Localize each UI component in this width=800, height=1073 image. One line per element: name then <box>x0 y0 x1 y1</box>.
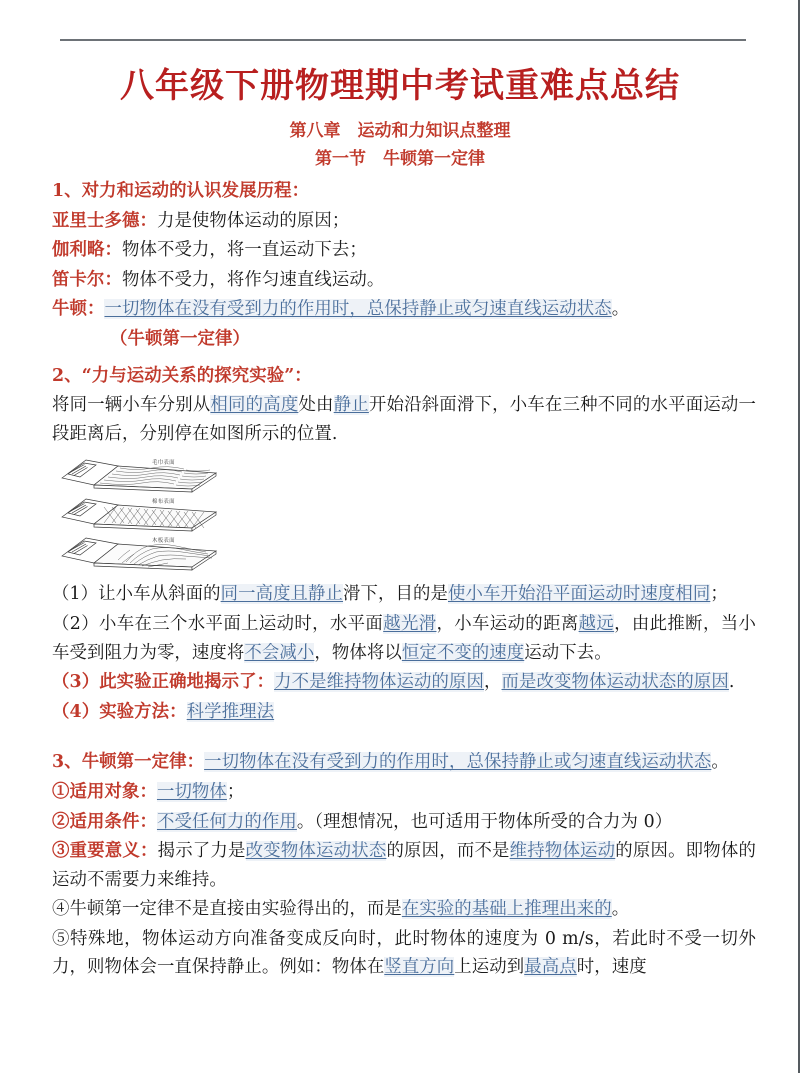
item2-highlight-no-force: 不受任何力的作用 <box>156 811 297 832</box>
item4-part-c: 。 <box>611 899 630 920</box>
item3-label: ③重要意义： <box>52 841 158 862</box>
section2-intro <box>52 391 756 448</box>
point1-highlight-same-speed: 使小车开始沿平面运动时速度相同 <box>447 584 711 605</box>
philosopher-name: 牛顿： <box>52 299 105 320</box>
intro-part-a: 将同一辆小车分别从 <box>52 395 211 416</box>
philosopher-aristotle <box>52 207 756 236</box>
philosopher-claim: 物体不受力，将一直运动下去； <box>121 240 367 261</box>
section2-point-2 <box>52 610 756 667</box>
point-number: （4） <box>52 701 100 722</box>
point2-highlight-farther: 越远 <box>578 613 615 634</box>
philosopher-claim: 物体不受力，将作匀速直线运动。 <box>121 269 385 290</box>
newton-law-note <box>52 325 756 354</box>
point-number: （3） <box>52 672 100 693</box>
figure-row-wood <box>56 532 236 571</box>
item1-part-c: ； <box>226 781 245 802</box>
point2-part-i: 运动下去。 <box>524 642 612 663</box>
intro-highlight-rest: 静止 <box>333 395 369 416</box>
philosopher-name: 伽利略： <box>52 240 122 261</box>
section3-item-3 <box>52 837 756 894</box>
item3-part-d: 的原因，而不是 <box>386 841 510 862</box>
point3-part-c: ， <box>484 672 502 693</box>
intro-part-c: 处由 <box>298 395 334 416</box>
item3-part-b: 揭示了力是 <box>157 841 246 862</box>
point3-part-e: . <box>728 672 735 693</box>
philosopher-name: 笛卡尔： <box>52 269 122 290</box>
item5-part-e: 时，速度 <box>576 957 647 978</box>
section-subtitle: 第一节 牛顿第一定律 <box>315 149 485 169</box>
incline-diagram-wood <box>56 532 236 571</box>
document-body <box>52 177 756 982</box>
item3-part-f: 的原因。即物体的运动不需要力来维持。 <box>52 841 756 890</box>
item3-highlight-change-state: 改变物体运动状态 <box>245 841 387 862</box>
section3-heading-period: 。 <box>711 752 729 773</box>
newton-law-statement: 一切物体在没有受到力的作用时，总保持静止或匀速直线运动状态 <box>104 299 612 320</box>
point2-part-g: ，物体将以 <box>314 642 402 663</box>
figure-row-cotton <box>56 493 236 532</box>
point-number: （1） <box>52 584 99 605</box>
point2-highlight-smoother: 越光滑 <box>383 613 437 634</box>
intro-highlight-same-height: 相同的高度 <box>210 395 299 416</box>
newton-law-note-text: （牛顿第一定律） <box>110 328 250 349</box>
point4-part-a: 实验方法： <box>99 701 187 722</box>
point3-highlight-change-state: 而是改变物体运动状态的原因 <box>501 672 729 693</box>
section2-point-4 <box>52 698 756 727</box>
chapter-subtitle: 第八章 运动和力知识点整理 <box>289 121 511 141</box>
section3-heading-label: 3、牛顿第一定律： <box>52 752 205 773</box>
section3-item-4 <box>52 895 756 924</box>
philosopher-galileo <box>52 236 756 265</box>
section2-point-3 <box>52 668 756 697</box>
incline-diagram-cotton <box>56 493 236 532</box>
figure-label-cotton: 棉布表面 <box>152 499 175 506</box>
point2-highlight-no-decrease: 不会减小 <box>244 642 315 663</box>
newton-law-period: 。 <box>611 299 630 320</box>
figure-label-towel: 毛巾表面 <box>152 460 175 467</box>
figure-row-towel <box>56 454 236 493</box>
point-number: （2） <box>52 613 99 634</box>
section2-point-1 <box>52 580 756 609</box>
point1-part-c: 滑下，目的是 <box>343 584 448 605</box>
item2-label: ②适用条件： <box>52 811 157 832</box>
item2-part-c: 。（理想情况，也可适用于物体所受的合力为 0） <box>296 811 673 832</box>
item4-part-a: ④牛顿第一定律不是直接由实验得出的，而是 <box>52 899 402 920</box>
document-title: 八年级下册物理期中考试重难点总结 <box>120 66 680 106</box>
item5-part-c: 上运动到 <box>454 957 525 978</box>
philosopher-newton <box>52 295 756 324</box>
section3-item-5 <box>52 925 756 982</box>
figure-label-wood: 木板表面 <box>152 538 175 545</box>
item4-highlight-inferred: 在实验的基础上推理出来的 <box>401 899 612 920</box>
point1-part-e: ； <box>710 584 728 605</box>
point2-highlight-constant-speed: 恒定不变的速度 <box>401 642 525 663</box>
section3-item-2 <box>52 808 756 837</box>
item1-label: ①适用对象： <box>52 781 157 802</box>
philosopher-claim: 力是使物体运动的原因； <box>156 210 350 231</box>
point4-highlight-method: 科学推理法 <box>186 701 275 722</box>
section3-item-1 <box>52 778 756 807</box>
intro-part-e: 开始沿斜面滑下，小车在三种不同的水平面运动一段距离后，分别停在如图所示的位置. <box>52 395 757 444</box>
header-rule <box>60 39 746 41</box>
section2-heading <box>52 362 756 391</box>
point1-highlight-same-height-rest: 同一高度且静止 <box>220 584 344 605</box>
point2-part-a: 小车在三个水平面上运动时，水平面 <box>98 613 384 634</box>
philosopher-descartes <box>52 266 756 295</box>
section2-heading-text: 2、“力与运动关系的探究实验”： <box>52 365 312 386</box>
point2-part-c: ，小车运动的距离 <box>436 613 579 634</box>
section3-law-statement: 一切物体在没有受到力的作用时，总保持静止或匀速直线运动状态 <box>204 752 712 773</box>
experiment-figure <box>56 454 236 572</box>
incline-diagram-towel <box>56 454 236 493</box>
section1-heading-text: 1、对力和运动的认识发展历程： <box>52 181 310 201</box>
point3-highlight-not-maintain: 力不是维持物体运动的原因 <box>274 672 484 693</box>
item5-highlight-highest-point: 最高点 <box>524 957 577 978</box>
point2-part-e: ，由此推断，当小车受到阻力为零，速度将 <box>52 613 756 663</box>
item1-highlight-all-objects: 一切物体 <box>156 781 227 802</box>
item5-highlight-vertical: 竖直方向 <box>384 957 455 978</box>
section1-heading <box>52 177 756 206</box>
philosopher-name: 亚里士多德： <box>52 210 157 231</box>
point3-part-a: 此实验正确地揭示了： <box>99 672 275 693</box>
section3-heading <box>52 748 756 777</box>
item5-part-a: ⑤特殊地，物体运动方向准备变成反向时，此时物体的速度为 0 m/s，若此时不受一切外力，则物体会一直保持静止。例如：物体在 <box>52 928 756 978</box>
point1-part-a: 让小车从斜面的 <box>98 584 221 605</box>
item3-highlight-maintain-motion: 维持物体运动 <box>509 841 616 862</box>
